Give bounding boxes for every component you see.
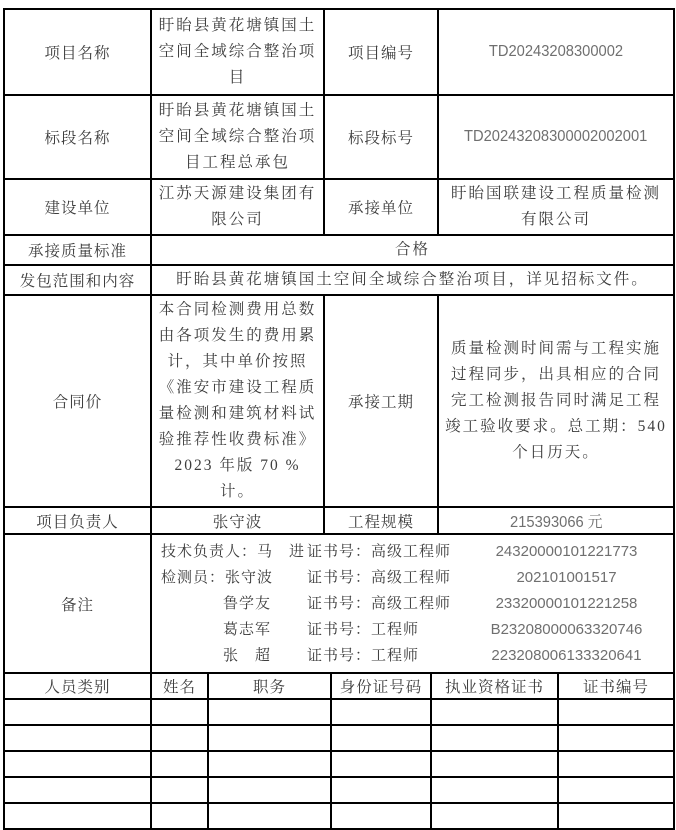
construction-unit-label: 建设单位 — [4, 179, 151, 235]
empty-cell — [558, 777, 674, 803]
col-header-position: 职务 — [208, 673, 331, 699]
col-header-cert-number: 证书编号 — [558, 673, 674, 699]
section-code-text: TD20243208300002002001 — [464, 128, 648, 145]
undertaking-period-label: 承接工期 — [324, 295, 438, 507]
personnel-table — [3, 672, 675, 830]
remark-person-name: 张 超 — [223, 647, 272, 664]
empty-cell — [4, 751, 151, 777]
remark-cert-title: 证书号：高级工程师 — [307, 595, 452, 612]
scope-label: 发包范围和内容 — [4, 265, 151, 295]
table-row — [4, 534, 674, 673]
remark-person-name: 鲁学友 — [223, 595, 272, 612]
empty-cell — [4, 725, 151, 751]
project-scale-text: 215393066 元 — [509, 514, 603, 531]
remark-cert-title: 证书号：高级工程师 — [307, 543, 452, 560]
empty-cell — [151, 725, 208, 751]
empty-cell — [208, 751, 331, 777]
contract-price-label: 合同价 — [4, 295, 151, 507]
section-code-value — [438, 95, 674, 179]
remark-cert-number: B23208000063320746 — [490, 620, 643, 638]
remark-cert-number: 23320000101221258 — [495, 594, 638, 612]
empty-cell — [4, 699, 151, 725]
empty-cell — [558, 751, 674, 777]
empty-cell — [208, 777, 331, 803]
empty-cell — [4, 803, 151, 829]
remark-cert-title: 证书号：高级工程师 — [307, 569, 452, 586]
empty-cell — [331, 699, 431, 725]
project-name-label: 项目名称 — [4, 9, 151, 95]
personnel-empty-row — [4, 751, 674, 777]
personnel-empty-row — [4, 777, 674, 803]
empty-cell — [331, 777, 431, 803]
quality-standard-value: 合格 — [151, 235, 674, 265]
remark-cert-number: 24320000101221773 — [495, 542, 638, 560]
empty-cell — [431, 725, 558, 751]
remark-cert-number: 223208006133320641 — [491, 646, 642, 664]
remark-person-name: 检测员：张守波 — [161, 569, 274, 586]
col-header-personnel-type: 人员类别 — [4, 673, 151, 699]
project-code-text: TD20243208300002 — [488, 43, 624, 60]
col-header-qualification: 执业资格证书 — [431, 673, 558, 699]
remark-cert-number: 202101001517 — [516, 568, 617, 586]
project-leader-value: 张守波 — [151, 507, 324, 534]
table-row — [4, 235, 674, 265]
project-code-label: 项目编号 — [324, 9, 438, 95]
contract-info-table — [3, 8, 675, 674]
col-header-name: 姓名 — [151, 673, 208, 699]
personnel-empty-row — [4, 699, 674, 725]
table-row — [4, 507, 674, 534]
remark-person-name: 技术负责人：马 进 — [161, 543, 306, 560]
document-page — [0, 8, 676, 797]
contract-price-value: 本合同检测费用总数由各项发生的费用累计，其中单价按照《淮安市建设工程质量检测和建筑材料试验推荐性收费标准》2023 年版 70 %计。 — [151, 295, 324, 507]
empty-cell — [431, 699, 558, 725]
table-row — [4, 95, 674, 179]
empty-cell — [331, 725, 431, 751]
personnel-header-row — [4, 673, 674, 699]
empty-cell — [151, 803, 208, 829]
section-code-label: 标段标号 — [324, 95, 438, 179]
section-name-value: 盱眙县黄花塘镇国土空间全域综合整治项目工程总承包 — [151, 95, 324, 179]
empty-cell — [208, 699, 331, 725]
personnel-empty-row — [4, 725, 674, 751]
scope-value: 盱眙县黄花塘镇国土空间全域综合整治项目，详见招标文件。 — [151, 265, 674, 295]
empty-cell — [151, 699, 208, 725]
project-scale-label: 工程规模 — [324, 507, 438, 534]
empty-cell — [431, 751, 558, 777]
construction-unit-value: 江苏天源建设集团有限公司 — [151, 179, 324, 235]
remark-label: 备注 — [4, 534, 151, 673]
empty-cell — [208, 803, 331, 829]
undertaking-period-value: 质量检测时间需与工程实施过程同步，出具相应的合同完工检测报告同时满足工程竣工验收要求。总工期：540 个日历天。 — [438, 295, 674, 507]
project-name-value: 盱眙县黄花塘镇国土空间全域综合整治项目 — [151, 9, 324, 95]
remark-lines — [157, 539, 668, 669]
remark-cert-title: 证书号：工程师 — [307, 621, 420, 638]
empty-cell — [151, 751, 208, 777]
empty-cell — [331, 751, 431, 777]
col-header-id-number: 身份证号码 — [331, 673, 431, 699]
empty-cell — [558, 699, 674, 725]
empty-cell — [151, 777, 208, 803]
empty-cell — [331, 803, 431, 829]
empty-cell — [208, 725, 331, 751]
quality-standard-label: 承接质量标准 — [4, 235, 151, 265]
remark-person-name: 葛志军 — [223, 621, 272, 638]
empty-cell — [431, 803, 558, 829]
project-code-value — [438, 9, 674, 95]
personnel-empty-row — [4, 803, 674, 829]
empty-cell — [558, 725, 674, 751]
empty-cell — [431, 777, 558, 803]
remark-value — [151, 534, 674, 673]
project-scale-value — [438, 507, 674, 534]
empty-cell — [4, 777, 151, 803]
project-leader-label: 项目负责人 — [4, 507, 151, 534]
table-row — [4, 179, 674, 235]
table-row — [4, 9, 674, 95]
remark-cert-title: 证书号：工程师 — [307, 647, 420, 664]
empty-cell — [558, 803, 674, 829]
undertaking-unit-value: 盱眙国联建设工程质量检测有限公司 — [438, 179, 674, 235]
section-name-label: 标段名称 — [4, 95, 151, 179]
undertaking-unit-label: 承接单位 — [324, 179, 438, 235]
table-row — [4, 265, 674, 295]
table-row — [4, 295, 674, 507]
